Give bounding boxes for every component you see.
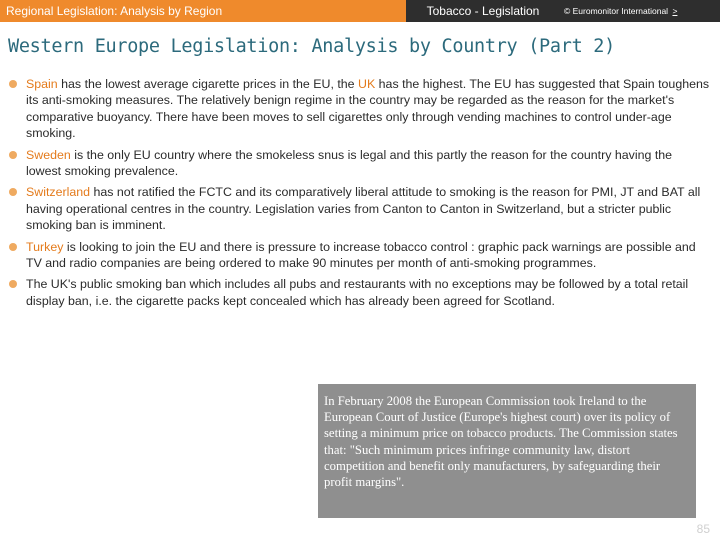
page-title: Western Europe Legislation: Analysis by Country (Part 2) <box>8 36 615 57</box>
bullet-text: has the highest. The EU has suggested that Spain toughens its anti-smoking measures. The relatively benign regime in the country may be regarded as the reason for the market's comparative buoyancy. There have been moves to sell cigarettes only through vending machines to control under-age smoking. <box>26 77 710 141</box>
bullet-sweden <box>8 147 710 180</box>
header-bar <box>0 0 720 22</box>
country-uk: UK <box>358 77 376 91</box>
bullet-text: has not ratified the FCTC and its comparatively liberal attitude to smoking is the reason for PMI, JT and BAT all having operational centres in the country. Legislation varies from Canton to Canton in Switzerland, but a stricter public smoking ban is imminent. <box>26 185 701 233</box>
bullet-list <box>8 76 710 314</box>
bullet-dot-icon <box>9 80 17 88</box>
page-number: 85 <box>696 522 710 536</box>
bullet-text: is the only EU country where the smokeless snus is legal and this partly the reason for the country having the lowest smoking prevalence. <box>26 147 673 179</box>
bullet-text: has the lowest average cigarette prices in the EU, the <box>57 77 358 91</box>
next-slide-link[interactable]: > <box>672 6 678 16</box>
bullet-turkey <box>8 239 710 272</box>
bullet-uk-ban <box>8 276 710 309</box>
country-spain: Spain <box>26 77 58 91</box>
bullet-dot-icon <box>9 280 17 288</box>
bullet-dot-icon <box>9 243 17 251</box>
header-topic: Tobacco - Legislation <box>406 0 560 22</box>
header-section-title: Regional Legislation: Analysis by Region <box>0 0 404 22</box>
bullet-text: is looking to join the EU and there is pressure to increase tobacco control : graphic pack warnings are possible and TV and radio companies are being ordered to make 90 minutes per month of anti-smoking programmes. <box>26 239 696 271</box>
bullet-dot-icon <box>9 188 17 196</box>
country-sweden: Sweden <box>26 147 71 162</box>
country-switzerland: Switzerland <box>26 185 91 200</box>
bullet-spain <box>8 76 710 142</box>
bullet-dot-icon <box>9 151 17 159</box>
copyright-text: © Euromonitor International <box>564 6 669 16</box>
bullet-switzerland <box>8 184 710 233</box>
bullet-text: The UK's public smoking ban which includes all pubs and restaurants with no exceptions may be followed by a total retail display ban, i.e. the cigarette packs kept concealed which has already been agreed for Scotland. <box>26 277 689 308</box>
callout-box: In February 2008 the European Commission took Ireland to the European Court of Justice (Europe's highest court) over its policy of setting a minimum price on tobacco products. The Commission states that: "Such minimum prices infringe community law, distort competition and benefit only manufacturers, by safeguarding their profit margins". <box>318 384 696 518</box>
header-copyright <box>560 0 720 22</box>
country-turkey: Turkey <box>26 239 64 254</box>
